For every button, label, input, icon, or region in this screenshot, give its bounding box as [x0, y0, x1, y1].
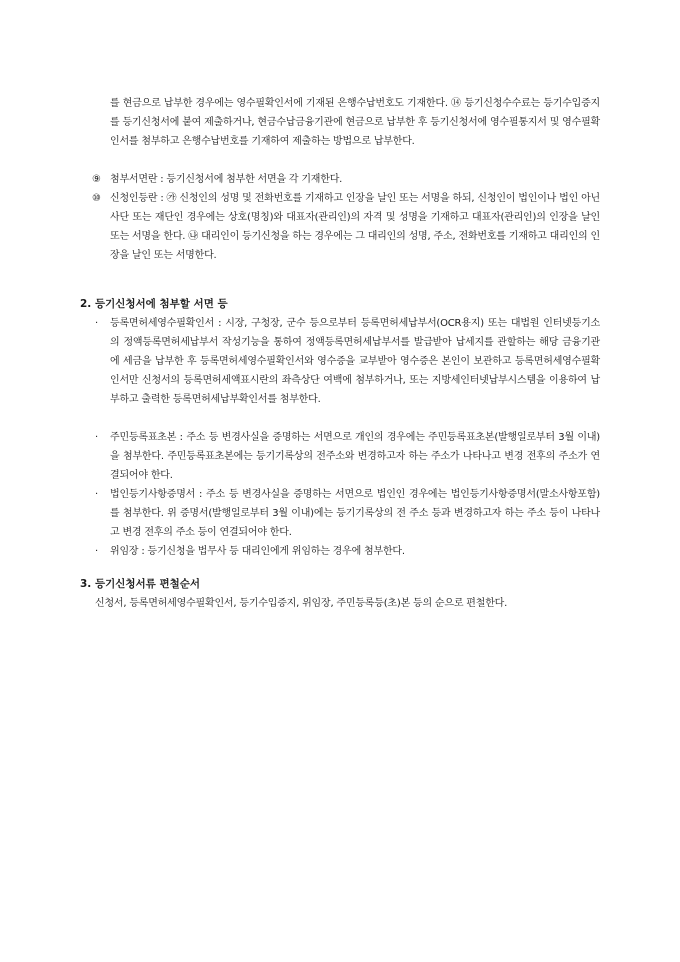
bullet-dot: ·	[95, 489, 99, 500]
attachments-field-description: 첨부서면란 : 등기신청서에 첨부한 서면을 각 기재한다.	[110, 174, 343, 185]
bullet-dot: ·	[95, 318, 99, 329]
item-10-marker: ⑩	[92, 193, 101, 204]
filing-order-text: 신청서, 등록면허세영수필확인서, 등기수입증지, 위임장, 주민등록등(초)본 등의 순으로 편철한다.	[95, 598, 508, 609]
bullet-dot: ·	[95, 546, 99, 557]
attachment-item-corporate-registration: 법인등기사항증명서 : 주소 등 변경사실을 증명하는 서면으로 법인인 경우에는 법인등기사항증명서(말소사항포함)를 첨부한다. 위 증명서(발행일로부터 3월 이내)에는 등기기록상의 전 주소 등과 변경하고자 하는 주소 등이 나타나고 변경 전후의 주소 등이 연결되어야 한다.	[110, 489, 600, 538]
section-2-heading: 2. 등기신청서에 첨부할 서면 등	[80, 298, 228, 310]
section-3-heading: 3. 등기신청서류 편철순서	[80, 578, 201, 590]
attachment-item-power-of-attorney: 위임장 : 등기신청을 법무사 등 대리인에게 위임하는 경우에 첨부한다.	[110, 546, 405, 557]
applicant-field-description: 신청인등란 : ㉮ 신청인의 성명 및 전화번호를 기재하고 인장을 날인 또는 서명을 하되, 신청인이 법인이나 법인 아닌 사단 또는 재단인 경우에는 상호(명칭)와 대표자(관리인)의 자격 및 성명을 기재하고 대표자(관리인)의 인장을 날인 또는 서명을 한다. ㉯ 대리인이 등기신청을 하는 경우에는 그 대리인의 성명, 주소, 전화번호를 기재하고 대리인의 인장을 날인 또는 서명한다.	[110, 193, 600, 261]
item-9-marker: ⑨	[92, 174, 101, 185]
attachment-item-resident-registration: 주민등록표초본 : 주소 등 변경사실을 증명하는 서면으로 개인의 경우에는 주민등록표초본(발행일로부터 3월 이내)을 첨부한다. 주민등록표초본에는 등기기록상의 전주소와 변경하고자 하는 주소가 나타나고 변경 전후의 주소가 연결되어야 한다.	[110, 432, 600, 481]
attachment-item-registration-tax-receipt: 등록면허세영수필확인서 : 시장, 구청장, 군수 등으로부터 등록면허세납부서(OCR용지) 또는 대법원 인터넷등기소의 정액등록면허세납부서 작성기능을 통하여 정액등록면허세납부서를 발급받아 납세지를 관할하는 해당 금융기관에 세금을 납부한 후 등록면허세영수필확인서와 영수증을 교부받아 영수증은 본인이 보관하고 등록면허세영수필확인서만 신청서의 등록면허세액표시란의 좌측상단 여백에 첨부하거나, 또는 지방세인터넷납부시스템을 이용하여 납부하고 출력한 등록면허세납부확인서를 첨부한다.	[110, 318, 600, 405]
registration-fee-paragraph: 를 현금으로 납부한 경우에는 영수필확인서에 기재된 은행수납번호도 기재한다. ⑭ 등기신청수수료는 등기수입증지를 등기신청서에 붙여 제출하거나, 현금수납금융기관에 현금으로 납부한 후 등기신청서에 영수필통지서 및 영수필확인서를 첨부하고 은행수납번호를 기재하여 제출하는 방법으로 납부한다.	[110, 98, 600, 147]
bullet-dot: ·	[95, 432, 99, 443]
